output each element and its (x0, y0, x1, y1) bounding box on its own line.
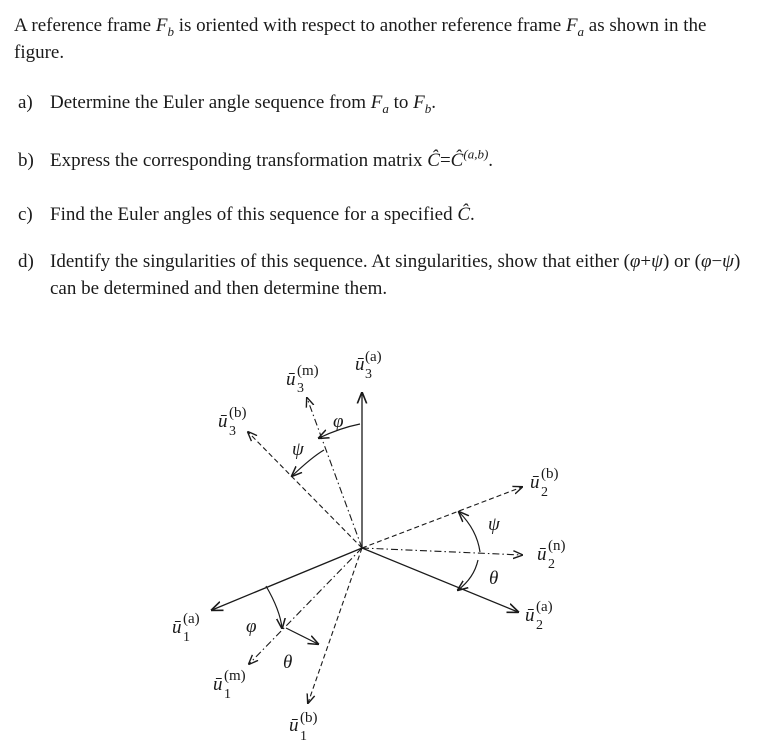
svg-text:ū: ū (289, 715, 299, 736)
question-c-text-2: . (470, 204, 475, 225)
intro-text-3: as shown in the figure. (14, 15, 707, 63)
label-u2b (530, 466, 559, 500)
phi-symbol: φ (629, 251, 641, 272)
axis-u2n (362, 548, 522, 555)
question-c-text-1: Find the Euler angles of this sequence for a specified (50, 204, 458, 225)
question-c-label: c) (18, 204, 33, 225)
svg-text:3: 3 (229, 424, 236, 439)
frame-a-symbol: F (370, 92, 383, 113)
label-u1m (213, 668, 246, 702)
svg-text:1: 1 (300, 729, 307, 744)
angle-psi-top: ψ (292, 439, 304, 460)
equals-sign: = (439, 150, 451, 171)
question-d-text-1: Identify the singularities of this sequence. At singularities, show that either ( (50, 251, 630, 272)
label-u3a (355, 349, 382, 382)
svg-text:ū: ū (530, 472, 540, 493)
label-u2a (525, 599, 553, 633)
svg-text:ū: ū (286, 369, 296, 390)
svg-text:3: 3 (297, 381, 304, 396)
frame-a-subscript: a (577, 23, 585, 39)
question-a-label: a) (18, 92, 33, 113)
angle-phi-left: φ (246, 616, 257, 637)
angle-theta-right: θ (489, 568, 499, 589)
label-u2n (537, 538, 566, 572)
arc-theta-right (458, 560, 478, 590)
angle-phi-top: φ (333, 411, 344, 432)
arc-psi-right (459, 512, 480, 552)
arc-phi-left (266, 586, 282, 628)
matrix-c-symbol: Ĉ (450, 150, 464, 171)
frame-a-subscript: a (382, 100, 389, 116)
intro-text-2: is oriented with respect to another reference frame (173, 15, 566, 36)
svg-text:(m): (m) (224, 668, 246, 684)
question-b-text-1: Express the corresponding transformation matrix (50, 150, 428, 171)
intro-text-1: A reference frame (14, 15, 156, 36)
frame-a-symbol: F (565, 15, 578, 36)
label-u3b (218, 405, 247, 439)
svg-text:(b): (b) (300, 710, 318, 726)
matrix-c-symbol: Ĉ (427, 150, 440, 171)
svg-text:(a): (a) (183, 611, 200, 627)
question-a-text-3: . (431, 92, 436, 113)
axis-u1b (308, 548, 362, 703)
question-b-label: b) (18, 150, 34, 171)
question-a-text-2: to (388, 92, 414, 113)
svg-text:(n): (n) (548, 538, 566, 554)
question-b-text-2: . (488, 150, 494, 171)
frame-b-symbol: F (155, 15, 168, 36)
frame-b-subscript: b (167, 23, 174, 39)
svg-text:(a): (a) (365, 349, 382, 365)
svg-text:2: 2 (548, 557, 555, 572)
svg-text:ū: ū (218, 411, 228, 432)
svg-text:ū: ū (172, 617, 182, 638)
svg-text:(b): (b) (541, 466, 559, 482)
angle-theta-bottom: θ (283, 652, 293, 673)
matrix-c-symbol: Ĉ (457, 204, 470, 225)
question-d-text-2: ) or ( (662, 251, 701, 272)
question-a-text-1: Determine the Euler angle sequence from (50, 92, 371, 113)
label-u1a (172, 611, 200, 645)
axis-u1m (249, 548, 362, 664)
svg-text:ū: ū (355, 354, 365, 375)
svg-text:(a): (a) (536, 599, 553, 615)
svg-text:ū: ū (537, 544, 547, 565)
psi-symbol: ψ (722, 251, 734, 272)
angle-psi-right: ψ (488, 514, 500, 535)
psi-symbol: ψ (651, 251, 663, 272)
svg-text:ū: ū (213, 674, 223, 695)
svg-text:1: 1 (183, 630, 190, 645)
label-u3m (286, 363, 319, 396)
frame-b-subscript: b (424, 100, 432, 116)
axis-u3b (248, 432, 362, 548)
minus-sign: − (711, 251, 723, 272)
svg-text:2: 2 (541, 485, 548, 500)
svg-text:2: 2 (536, 618, 543, 633)
label-u1b (289, 710, 318, 744)
axis-u1a (212, 548, 362, 610)
svg-text:1: 1 (224, 687, 231, 702)
question-d-text-3: ) can be determined and then determine them. (50, 251, 741, 299)
plus-sign: + (640, 251, 652, 272)
svg-text:3: 3 (365, 367, 372, 382)
matrix-superscript: (a,b) (463, 146, 489, 162)
svg-text:ū: ū (525, 605, 535, 626)
svg-text:(m): (m) (297, 363, 319, 379)
phi-symbol: φ (700, 251, 712, 272)
svg-text:(b): (b) (229, 405, 247, 421)
arc-theta-bottom (286, 628, 318, 644)
frame-b-symbol: F (413, 92, 425, 113)
question-d-label: d) (18, 251, 34, 272)
